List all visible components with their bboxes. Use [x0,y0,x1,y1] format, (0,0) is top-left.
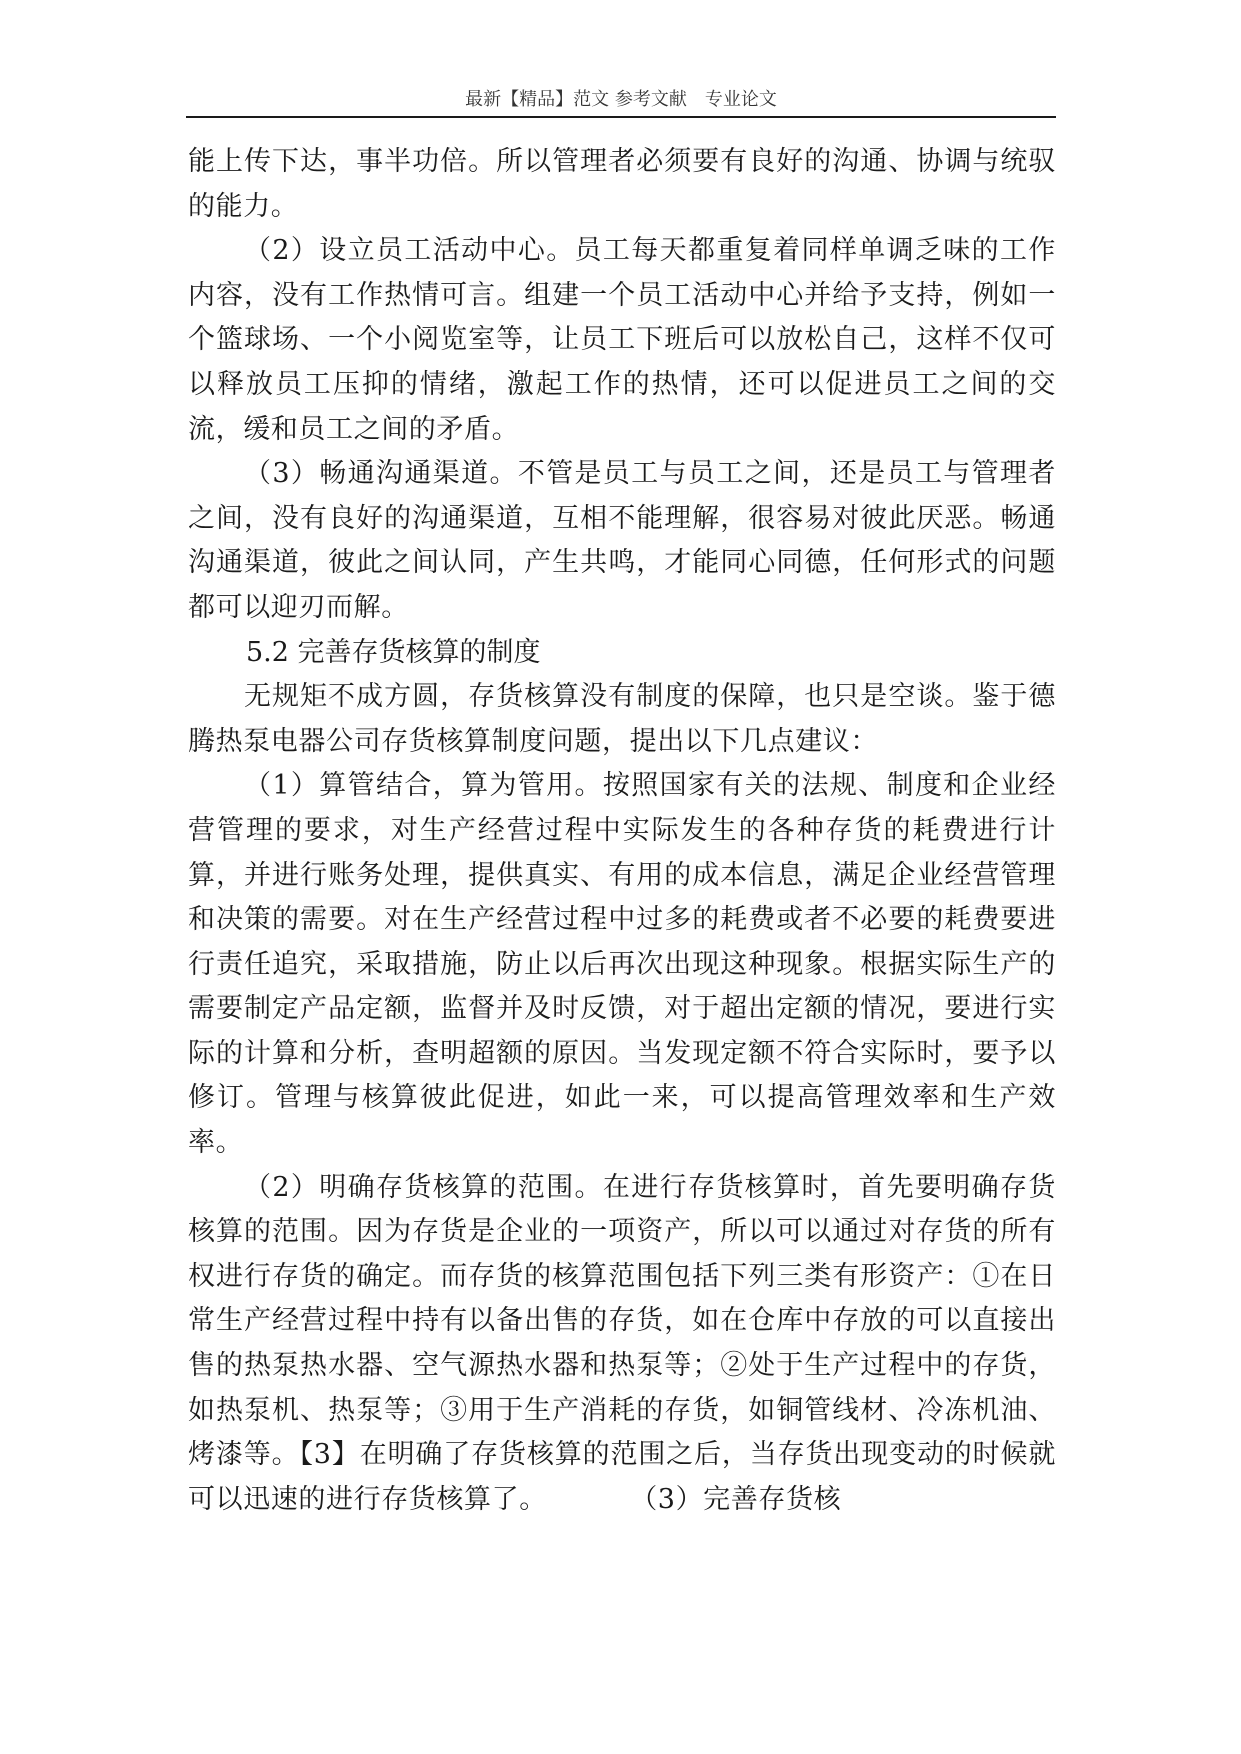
header-title: 最新【精品】范文 参考文献 专业论文 [465,89,777,110]
paragraph-continued: 能上传下达，事半功倍。所以管理者必须要有良好的沟通、协调与统驭的能力。 [188,146,1056,222]
paragraph-intro: 无规矩不成方圆，存货核算没有制度的保障，也只是空谈。鉴于德腾热泵电器公司存货核算制度问题，提出以下几点建议： [188,681,1056,757]
paragraph-accounting-management: （1）算管结合，算为管用。按照国家有关的法规、制度和企业经营管理的要求，对生产经营过程中实际发生的各种存货的耗费进行计算，并进行账务处理，提供真实、有用的成本信息，满足企业经营管理和决策的需要。对在生产经营过程中过多的耗费或者不必要的耗费要进行责任追究，采取措施，防止以后再次出现这种现象。根据实际生产的需要制定产品定额，监督并及时反馈，对于超出定额的情况，要进行实际的计算和分析，查明超额的原因。当发现定额不符合实际时，要予以修订。管理与核算彼此促进，如此一来，可以提高管理效率和生产效率。 [188,770,1056,1159]
paragraph-activity-center: （2）设立员工活动中心。员工每天都重复着同样单调乏味的工作内容，没有工作热情可言。组建一个员工活动中心并给予支持，例如一个篮球场、一个小阅览室等，让员工下班后可以放松自己，这样不仅可以释放员工压抑的情绪，激起工作的热情，还可以促进员工之间的交流，缓和员工之间的矛盾。 [188,235,1056,445]
paragraph-communication: （3）畅通沟通渠道。不管是员工与员工之间，还是员工与管理者之间，没有良好的沟通渠道，互相不能理解，很容易对彼此厌恶。畅通沟通渠道，彼此之间认同，产生共鸣，才能同心同德，任何形式的问题都可以迎刃而解。 [188,458,1056,623]
paragraph-inventory-scope: （2）明确存货核算的范围。在进行存货核算时，首先要明确存货核算的范围。因为存货是企业的一项资产，所以可以通过对存货的所有权进行存货的确定。而存货的核算范围包括下列三类有形资产：①在日常生产经营过程中持有以备出售的存货，如在仓库中存放的可以直接出售的热泵热水器、空气源热水器和热泵等；②处于生产过程中的存货，如热泵机、热泵等；③用于生产消耗的存货，如铜管线材、冷冻机油、烤漆等。【3】在明确了存货核算的范围之后，当存货出现变动的时候就可以迅速的进行存货核算了。 （3）完善存货核 [188,1171,1056,1515]
section-heading: 5.2 完善存货核算的制度 [246,636,541,668]
page-header [186,84,1056,118]
document-body [188,140,1056,1522]
